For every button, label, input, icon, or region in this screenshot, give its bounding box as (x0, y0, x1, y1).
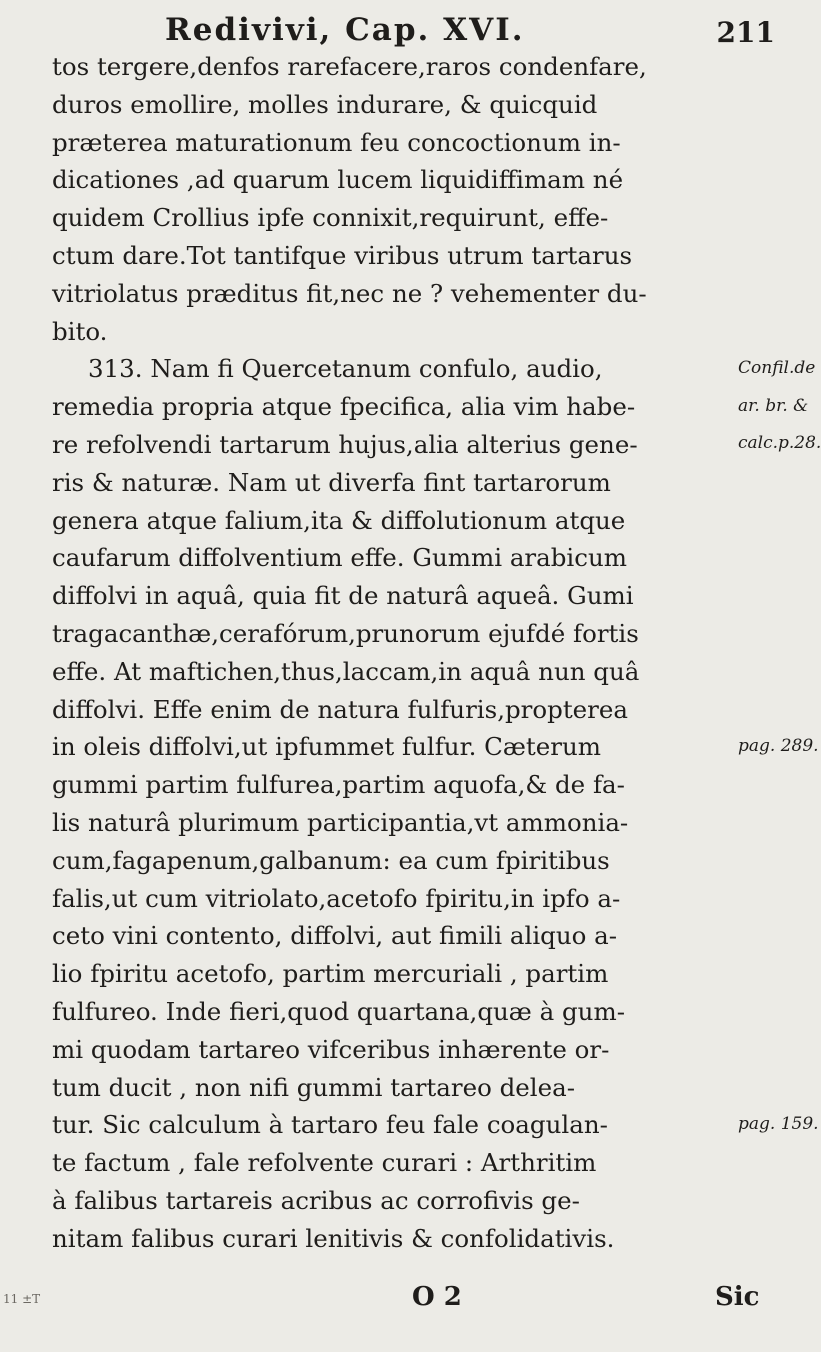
signature-mark: O 2 (412, 1282, 462, 1312)
text-line: nitam falibus curari lenitivis & confolidativis. (52, 1223, 615, 1253)
text-line: 313. Nam fi Quercetanum confulo, audio, (88, 354, 603, 384)
text-line: præterea maturationum feu concoctionum in- (52, 127, 621, 157)
text-line: vitriolatus præditus fit,nec ne ? vehementer du- (52, 278, 647, 308)
running-title: Redivivi, Cap. XVI. (165, 12, 525, 48)
text-line: ris & naturæ. Nam ut diverfa fint tartarorum (52, 467, 611, 497)
text-line: falis,ut cum vitriolato,acetofo fpiritu,in ipfo a- (52, 883, 621, 913)
edge-mark: 11 ±T (3, 1292, 41, 1306)
text-line: re refolvendi tartarum hujus,alia alterius gene- (52, 429, 638, 459)
margin-note: Confil.de (738, 358, 816, 378)
text-line: remedia propria atque fpecifica, alia vim habe- (52, 392, 636, 422)
text-line: genera atque falium,ita & diffolutionum atque (52, 505, 626, 535)
text-line: gummi partim fulfurea,partim aquofa,& de fa- (52, 770, 625, 800)
text-line: tos tergere,denfos rarefacere,raros condenfare, (52, 52, 647, 81)
text-line: tragacanthæ,cerafórum,prunorum ejufdé fortis (52, 618, 639, 648)
text-line: dicationes ,ad quarum lucem liquidiffimam né (52, 165, 624, 195)
running-header (165, 12, 775, 49)
text-line: quidem Crollius ipfe connixit,requirunt, effe- (52, 203, 609, 233)
text-line: diffolvi. Effe enim de natura fulfuris,propterea (52, 694, 628, 724)
text-line: effe. At maftichen,thus,laccam,in aquâ nun quâ (52, 656, 640, 686)
page-number: 211 (716, 16, 775, 49)
margin-note: calc.p.28. (738, 433, 821, 453)
text-line: diffolvi in aquâ, quia fit de naturâ aqueâ. Gumi (52, 581, 634, 611)
text-line: lis naturâ plurimum participantia,vt ammonia- (52, 807, 629, 837)
catchword: Sic (715, 1282, 760, 1312)
text-line: tum ducit , non nifi gummi tartareo delea- (52, 1072, 576, 1102)
text-line: ctum dare.Tot tantifque viribus utrum tartarus (52, 240, 633, 270)
text-line: te factum , fale refolvente curari : Arthritim (52, 1148, 597, 1178)
text-line: tur. Sic calculum à tartaro feu fale coagulan- (52, 1110, 608, 1140)
text-line: in oleis diffolvi,ut ipfummet fulfur. Cæterum (52, 732, 602, 762)
text-line: caufarum diffolventium effe. Gummi arabicum (52, 543, 627, 573)
text-line: fulfureo. Inde fieri,quod quartana,quæ à gum- (52, 996, 625, 1026)
margin-note: pag. 289. (738, 736, 819, 756)
body-text (52, 48, 752, 1258)
text-line: ceto vini contento, diffolvi, aut fimili aliquo a- (52, 921, 618, 951)
text-line: duros emollire, molles indurare, & quicquid (52, 89, 598, 119)
text-line: bito. (52, 316, 108, 346)
margin-note: pag. 159. (738, 1114, 819, 1134)
margin-note: ar. br. & (738, 396, 809, 416)
text-line: à falibus tartareis acribus ac corrofivis ge- (52, 1185, 580, 1215)
text-line: cum,fagapenum,galbanum: ea cum fpiritibus (52, 845, 610, 875)
text-line: mi quodam tartareo vifceribus inhærente or- (52, 1034, 610, 1064)
text-line: lio fpiritu acetofo, partim mercuriali , partim (52, 959, 609, 989)
